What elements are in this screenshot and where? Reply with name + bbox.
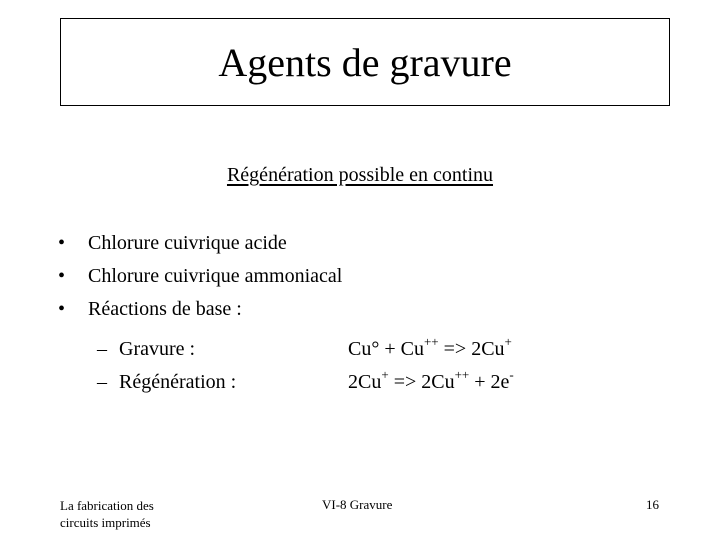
bullet-icon: • [58,265,66,287]
footer-line: circuits imprimés [60,515,151,530]
footer-section: VI-8 Gravure [322,497,393,512]
formula-part: Cu° + Cu [348,338,424,360]
formula-superscript: + [504,334,512,349]
slide-title: Agents de gravure [218,39,512,85]
bullet-text: Chlorure cuivrique acide [88,232,287,254]
dash-icon: – [97,338,107,360]
formula-superscript: ++ [423,334,439,349]
bullet-item [58,265,342,298]
formula-part: => 2Cu [388,371,455,393]
formula-part: 2Cu [348,371,382,393]
reaction-label-regeneration [97,371,236,394]
bullet-text: Chlorure cuivrique ammoniacal [88,265,343,287]
footer-course-title [60,497,154,531]
reaction-label: Régénération : [119,371,237,393]
title-box [60,18,670,106]
reaction-label: Gravure : [119,338,196,360]
formula-superscript: - [509,367,514,382]
bullet-icon: • [58,298,66,320]
subtitle-container [0,164,720,187]
formula-part: => 2Cu [438,338,505,360]
bullet-list [58,232,342,331]
bullet-text: Réactions de base : [88,298,242,320]
page-number: 16 [646,497,659,512]
bullet-item [58,232,342,265]
formula-part: + 2e [469,371,510,393]
formula-superscript: ++ [454,367,470,382]
footer-line: La fabrication des [60,498,154,513]
bullet-icon: • [58,232,66,254]
reaction-formula-regeneration [348,367,514,394]
slide-subtitle: Régénération possible en continu [226,164,494,186]
reaction-formula-gravure [348,334,512,361]
reaction-label-gravure [97,338,195,361]
dash-icon: – [97,371,107,393]
formula-superscript: + [381,367,389,382]
bullet-item [58,298,342,331]
